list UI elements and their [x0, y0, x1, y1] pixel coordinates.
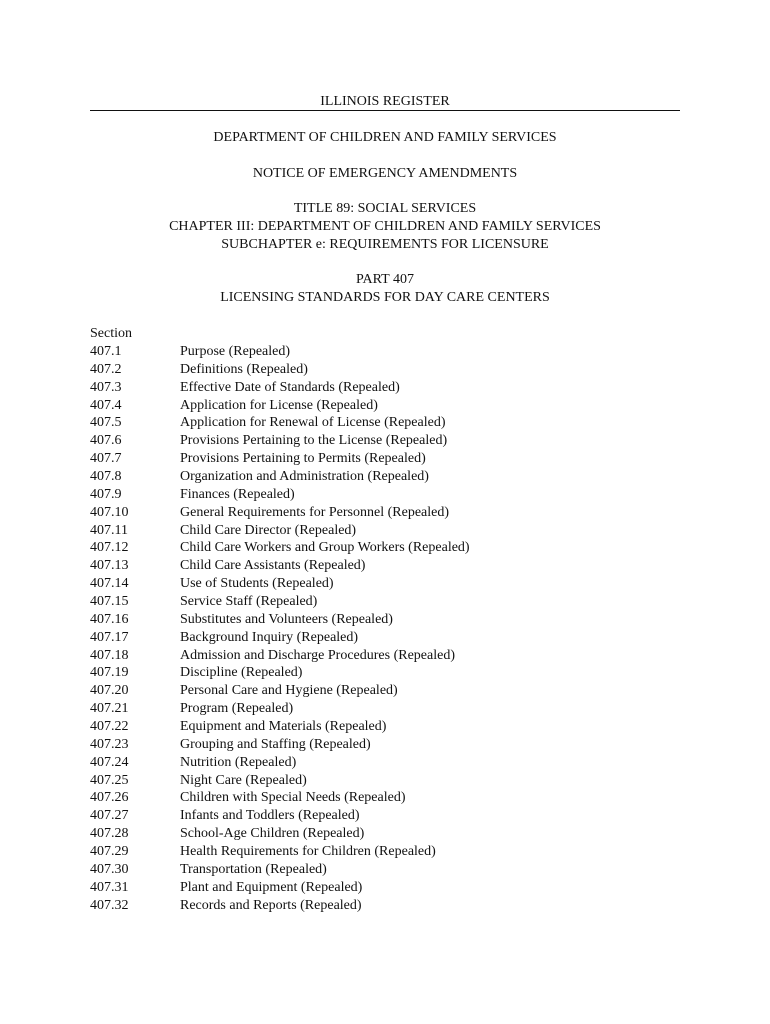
- register-header: ILLINOIS REGISTER: [90, 94, 680, 111]
- section-title: Admission and Discharge Procedures (Repealed): [180, 647, 455, 663]
- section-number: 407.28: [90, 826, 129, 842]
- section-number: 407.23: [90, 736, 129, 752]
- section-title: Records and Reports (Repealed): [180, 897, 362, 913]
- section-number: 407.24: [90, 754, 129, 770]
- section-row: [90, 772, 650, 790]
- section-title: Effective Date of Standards (Repealed): [180, 379, 400, 395]
- section-column-label: Section: [90, 326, 132, 341]
- section-row: [90, 611, 650, 629]
- section-title: Nutrition (Repealed): [180, 754, 297, 770]
- part-block: [90, 271, 680, 307]
- section-row: [90, 629, 650, 647]
- section-title: Night Care (Repealed): [180, 772, 307, 788]
- section-title: Equipment and Materials (Repealed): [180, 719, 387, 735]
- section-title: Discipline (Repealed): [180, 665, 303, 681]
- section-row: [90, 522, 650, 540]
- section-number: 407.25: [90, 772, 129, 788]
- section-row: [90, 736, 650, 754]
- section-number: 407.30: [90, 861, 129, 877]
- section-title: Grouping and Staffing (Repealed): [180, 736, 371, 752]
- section-title: Organization and Administration (Repealed): [180, 469, 429, 485]
- section-title: Provisions Pertaining to Permits (Repealed): [180, 451, 426, 467]
- section-number: 407.4: [90, 397, 122, 413]
- title-block: [90, 200, 680, 254]
- section-number: 407.8: [90, 469, 122, 485]
- section-number: 407.10: [90, 504, 129, 520]
- section-number: 407.27: [90, 808, 129, 824]
- section-title: Transportation (Repealed): [180, 861, 327, 877]
- section-number: 407.18: [90, 647, 129, 663]
- section-row: [90, 379, 650, 397]
- section-number: 407.11: [90, 522, 128, 538]
- notice-heading: NOTICE OF EMERGENCY AMENDMENTS: [252, 166, 518, 181]
- section-number: 407.6: [90, 433, 122, 449]
- section-row: [90, 897, 650, 915]
- section-row: [90, 789, 650, 807]
- section-title: Use of Students (Repealed): [180, 576, 334, 592]
- section-number: 407.19: [90, 665, 129, 681]
- section-title: Purpose (Repealed): [180, 344, 291, 359]
- section-number: 407.1: [90, 344, 122, 359]
- department-heading: DEPARTMENT OF CHILDREN AND FAMILY SERVICES: [213, 130, 557, 145]
- section-row: [90, 557, 650, 575]
- section-row: [90, 450, 650, 468]
- section-title: Substitutes and Volunteers (Repealed): [180, 611, 393, 627]
- title-line: TITLE 89: SOCIAL SERVICES: [293, 201, 477, 216]
- part-number: PART 407: [356, 272, 414, 287]
- section-row: [90, 700, 650, 718]
- section-number: 407.9: [90, 486, 122, 502]
- section-title: Service Staff (Repealed): [180, 594, 318, 610]
- section-title: Definitions (Repealed): [180, 361, 308, 377]
- section-row: [90, 504, 650, 522]
- section-title: Program (Repealed): [180, 701, 294, 717]
- section-title: Child Care Assistants (Repealed): [180, 558, 366, 574]
- section-number: 407.20: [90, 683, 129, 699]
- section-number: 407.31: [90, 879, 129, 895]
- section-title: Children with Special Needs (Repealed): [180, 790, 406, 806]
- section-title: Provisions Pertaining to the License (Repealed): [180, 433, 448, 449]
- section-number: 407.13: [90, 558, 129, 574]
- section-number: 407.7: [90, 451, 122, 467]
- section-row: [90, 539, 650, 557]
- section-number: 407.3: [90, 379, 122, 395]
- section-row: [90, 343, 650, 361]
- section-row: [90, 682, 650, 700]
- section-number: 407.21: [90, 701, 129, 717]
- part-name: LICENSING STANDARDS FOR DAY CARE CENTERS: [220, 290, 550, 305]
- section-row: [90, 397, 650, 415]
- section-title: Plant and Equipment (Repealed): [180, 879, 363, 895]
- section-number: 407.32: [90, 897, 129, 913]
- section-title: Health Requirements for Children (Repealed): [180, 844, 436, 860]
- section-row: [90, 825, 650, 843]
- section-title: Child Care Workers and Group Workers (Repealed): [180, 540, 470, 556]
- section-title: Application for License (Repealed): [180, 397, 378, 413]
- section-title: General Requirements for Personnel (Repealed): [180, 504, 450, 520]
- section-row: [90, 879, 650, 897]
- section-number: 407.26: [90, 790, 129, 806]
- section-row: [90, 664, 650, 682]
- section-number: 407.5: [90, 415, 122, 431]
- subchapter-line: SUBCHAPTER e: REQUIREMENTS FOR LICENSURE: [221, 237, 549, 252]
- section-title: Child Care Director (Repealed): [180, 522, 357, 538]
- section-row: [90, 468, 650, 486]
- section-row: [90, 754, 650, 772]
- section-number: 407.17: [90, 629, 129, 645]
- section-row: [90, 843, 650, 861]
- section-row: [90, 486, 650, 504]
- section-title: Application for Renewal of License (Repealed): [180, 415, 446, 431]
- section-number: 407.12: [90, 540, 129, 556]
- section-number: 407.14: [90, 576, 129, 592]
- section-row: [90, 593, 650, 611]
- section-row: [90, 575, 650, 593]
- section-row: [90, 432, 650, 450]
- section-row: [90, 718, 650, 736]
- section-number: 407.22: [90, 719, 129, 735]
- section-row: [90, 861, 650, 879]
- section-title: Background Inquiry (Repealed): [180, 629, 359, 645]
- section-title: Infants and Toddlers (Repealed): [180, 808, 360, 824]
- section-title: School-Age Children (Repealed): [180, 826, 365, 842]
- section-row: [90, 807, 650, 825]
- section-number: 407.15: [90, 594, 129, 610]
- section-number: 407.29: [90, 844, 129, 860]
- section-row: [90, 414, 650, 432]
- section-title: Personal Care and Hygiene (Repealed): [180, 683, 398, 699]
- chapter-line: CHAPTER III: DEPARTMENT OF CHILDREN AND FAMILY SERVICES: [169, 219, 601, 234]
- section-row: [90, 361, 650, 379]
- section-title: Finances (Repealed): [180, 486, 295, 502]
- section-list: [90, 343, 650, 915]
- section-row: [90, 647, 650, 665]
- section-number: 407.2: [90, 361, 122, 377]
- section-number: 407.16: [90, 611, 129, 627]
